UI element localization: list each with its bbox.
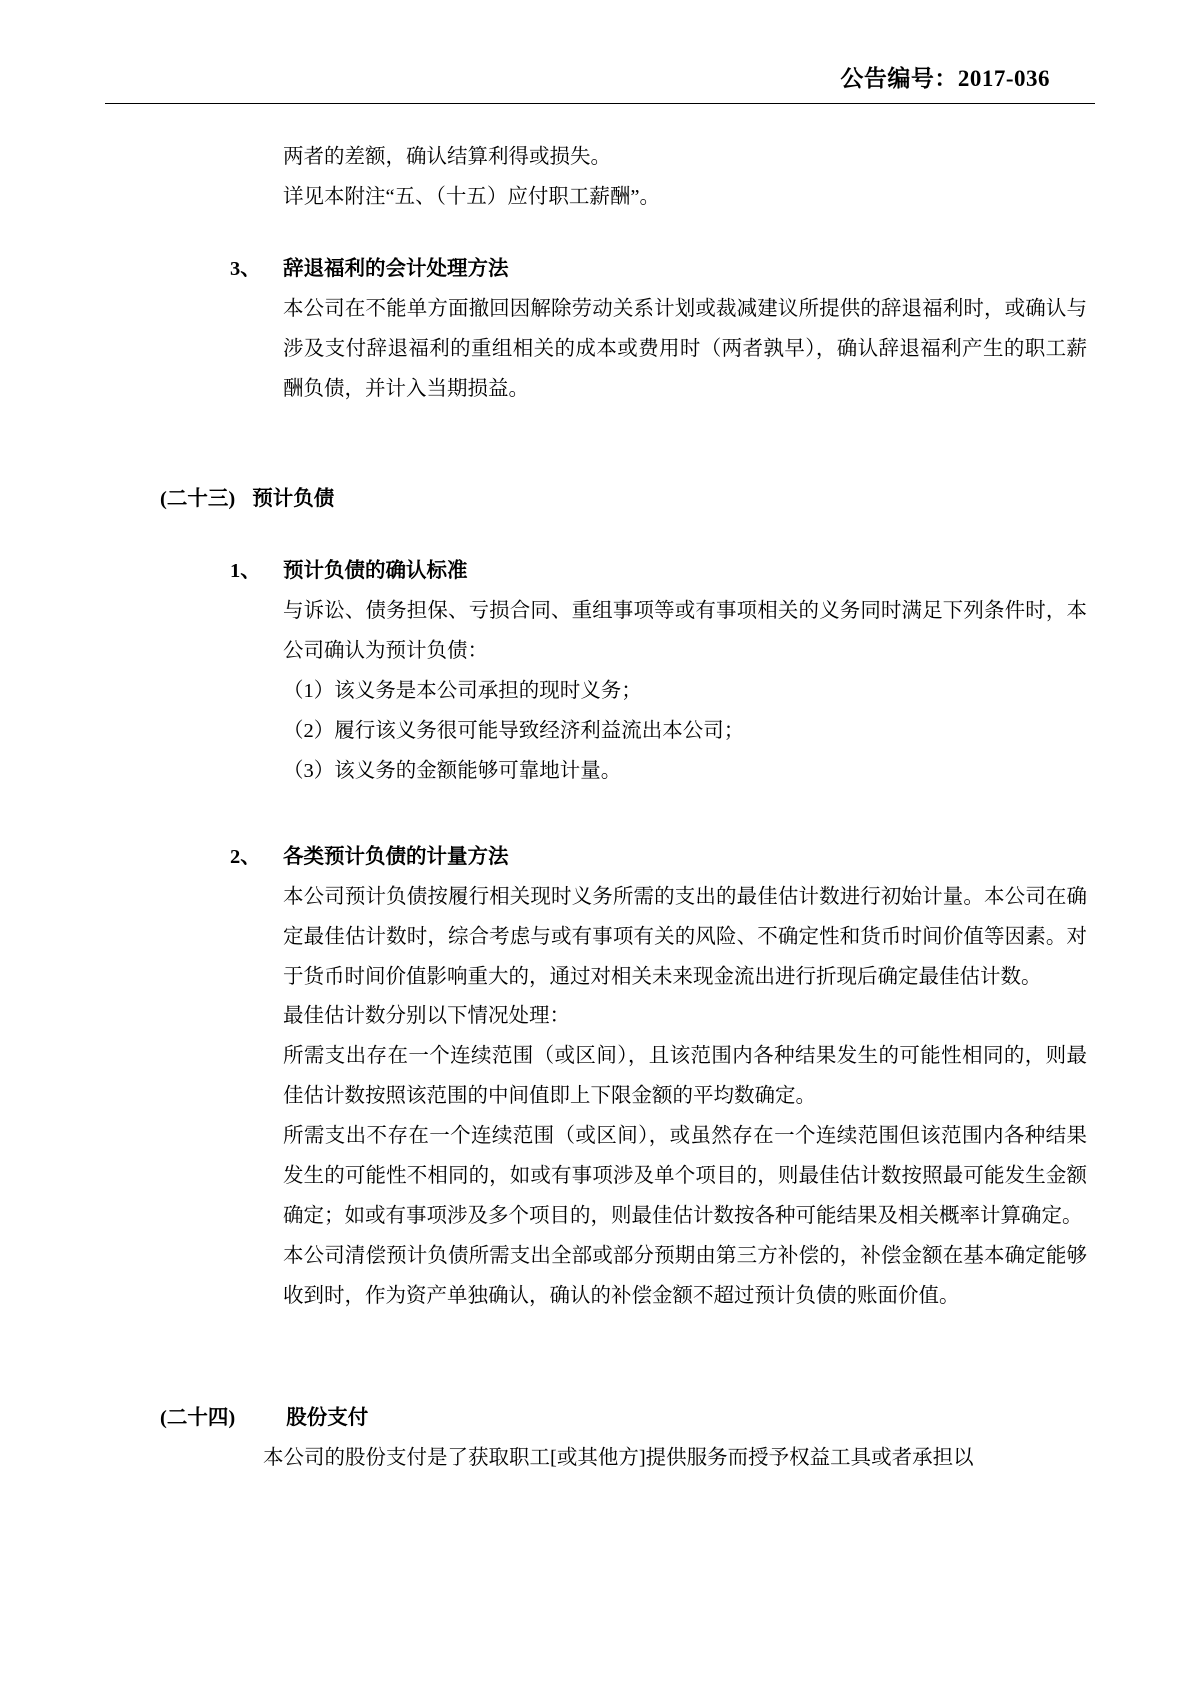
paragraph-recognition-criteria: 与诉讼、债务担保、亏损合同、重组事项等或有事项相关的义务同时满足下列条件时，本公司确认为预计负债： xyxy=(283,599,1087,662)
header-divider xyxy=(105,103,1095,104)
list-item-condition-1: （1）该义务是本公司承担的现时义务； xyxy=(283,679,642,702)
heading-section-24-title: 股份支付 xyxy=(286,1407,369,1430)
spacer-3 xyxy=(105,1317,1095,1357)
heading-section-23-item-2-number: 2、 xyxy=(230,845,261,868)
heading-item-3-number: 3、 xyxy=(230,257,261,280)
paragraph-measurement-5: 本公司清偿预计负债所需支出全部或部分预期由第三方补偿的，补偿金额在基本确定能够收到时，作为资产单独确认，确认的补偿金额不超过预计负债的账面价值。 xyxy=(283,1245,1087,1308)
heading-section-23-item-1-title: 预计负债的确认标准 xyxy=(283,559,468,582)
heading-section-24 xyxy=(160,1399,1095,1439)
document-body xyxy=(105,138,1095,1479)
heading-section-23-title: 预计负债 xyxy=(252,487,335,510)
list-item-condition-3: （3）该义务的金额能够可靠地计量。 xyxy=(283,759,622,782)
paragraph-measurement-4: 所需支出不存在一个连续范围（或区间），或虽然存在一个连续范围但该范围内各种结果发生的可能性不相同的，如或有事项涉及单个项目的，则最佳估计数按照最可能发生金额确定；如或有事项涉及多个项目的，则最佳估计数按各种可能结果及相关概率计算确定。 xyxy=(283,1125,1087,1228)
paragraph-measurement-2: 最佳估计数分别以下情况处理： xyxy=(283,1005,570,1028)
heading-item-3 xyxy=(230,250,1095,290)
heading-item-3-title: 辞退福利的会计处理方法 xyxy=(283,257,509,280)
page-header-announcement-number: 公告编号：2017-036 xyxy=(840,66,1050,91)
heading-section-23-item-1-number: 1、 xyxy=(230,559,261,582)
heading-section-23-item-1 xyxy=(230,552,1095,592)
heading-section-23-item-2-title: 各类预计负债的计量方法 xyxy=(283,845,509,868)
paragraph-measurement-1: 本公司预计负债按履行相关现时义务所需的支出的最佳估计数进行初始计量。本公司在确定最佳估计数时，综合考虑与或有事项有关的风险、不确定性和货币时间价值等因素。对于货币时间价值影响重大的，通过对相关未来现金流出进行折现后确定最佳估计数。 xyxy=(283,885,1087,988)
heading-section-23-number: (二十三) xyxy=(160,487,236,510)
paragraph-item-3-body: 本公司在不能单方面撤回因解除劳动关系计划或裁减建议所提供的辞退福利时，或确认与涉及支付辞退福利的重组相关的成本或费用时（两者孰早），确认辞退福利产生的职工薪酬负债，并计入当期损益。 xyxy=(283,297,1087,400)
paragraph-section-24-body: 本公司的股份支付是了获取职工[或其他方]提供服务而授予权益工具或者承担以 xyxy=(263,1447,974,1470)
heading-section-23-item-2 xyxy=(230,838,1095,878)
list-item-condition-2: （2）履行该义务很可能导致经济利益流出本公司； xyxy=(283,719,745,742)
heading-section-23 xyxy=(160,480,1095,520)
paragraph-measurement-3: 所需支出存在一个连续范围（或区间），且该范围内各种结果发生的可能性相同的，则最佳估计数按照该范围的中间值即上下限金额的平均数确定。 xyxy=(283,1045,1087,1108)
heading-section-24-number: (二十四) xyxy=(160,1407,236,1430)
spacer-1 xyxy=(105,410,1095,438)
spacer-2 xyxy=(105,792,1095,806)
paragraph-see-note: 详见本附注“五、（十五）应付职工薪酬”。 xyxy=(283,185,660,208)
paragraph-settlement-difference: 两者的差额，确认结算利得或损失。 xyxy=(283,146,611,168)
